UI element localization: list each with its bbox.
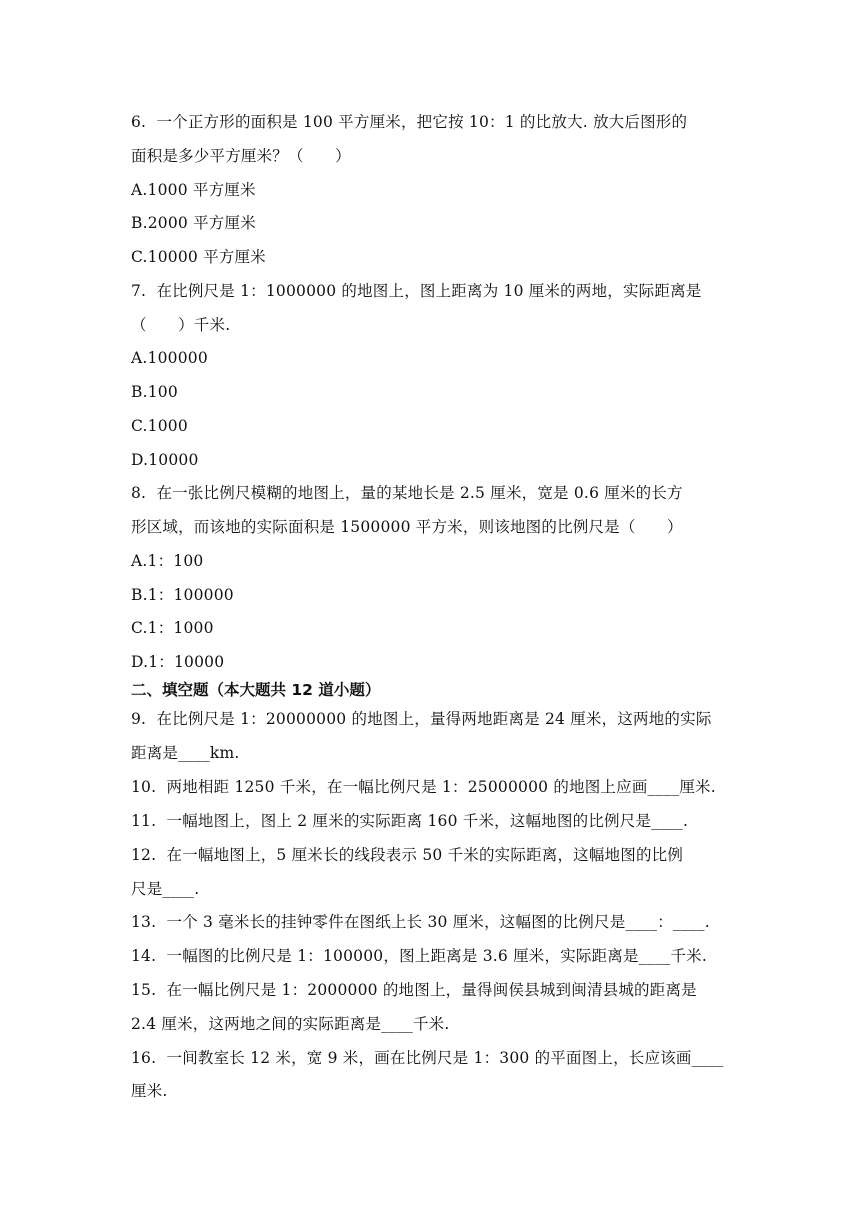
q7-stem-line1: 7. 在比例尺是 1：1000000 的地图上，图上距离为 10 厘米的两地，实际距离是 — [131, 282, 702, 300]
q6-option-a: A.1000 平方厘米 — [131, 181, 256, 199]
q9-line2: 距离是____km. — [131, 744, 240, 762]
q8-option-c: C.1：1000 — [131, 619, 214, 637]
q11-line: 11. 一幅地图上，图上 2 厘米的实际距离 160 千米，这幅地图的比例尺是____. — [131, 812, 689, 830]
q6-stem-line1: 6. 一个正方形的面积是 100 平方厘米，把它按 10：1 的比放大. 放大后图形的 — [131, 113, 688, 131]
q10-line: 10. 两地相距 1250 千米，在一幅比例尺是 1：25000000 的地图上应画____厘米. — [131, 778, 716, 796]
q7-option-c: C.1000 — [131, 417, 188, 435]
q7-option-d: D.10000 — [131, 451, 199, 469]
q12-line1: 12. 在一幅地图上，5 厘米长的线段表示 50 千米的实际距离，这幅地图的比例 — [131, 846, 684, 864]
q6-stem-line2: 面积是多少平方厘米？（ ） — [131, 147, 351, 165]
q15-line1: 15. 在一幅比例尺是 1：2000000 的地图上，量得闽侯县城到闽清县城的距离是 — [131, 981, 697, 999]
q6-option-b: B.2000 平方厘米 — [131, 214, 256, 232]
q7-option-a: A.100000 — [131, 349, 208, 367]
q8-stem-line1: 8. 在一张比例尺模糊的地图上，量的某地长是 2.5 厘米，宽是 0.6 厘米的长方 — [131, 484, 683, 502]
q8-option-d: D.1：10000 — [131, 653, 225, 671]
q6-option-c: C.10000 平方厘米 — [131, 248, 266, 266]
q7-option-b: B.100 — [131, 383, 178, 401]
q16-line1: 16. 一间教室长 12 米，宽 9 米，画在比例尺是 1：300 的平面图上，长应该画____ — [131, 1049, 724, 1067]
q15-line2: 2.4 厘米，这两地之间的实际距离是____千米. — [131, 1015, 450, 1033]
q8-stem-line2: 形区域，而该地的实际面积是 1500000 平方米，则该地图的比例尺是（ ） — [131, 518, 683, 536]
q7-stem-line2: （ ）千米. — [131, 316, 231, 334]
q16-line2: 厘米. — [131, 1082, 168, 1100]
q9-line1: 9. 在比例尺是 1：20000000 的地图上，量得两地距离是 24 厘米，这两地的实际 — [131, 710, 712, 728]
q8-option-b: B.1：100000 — [131, 586, 234, 604]
q8-option-a: A.1：100 — [131, 552, 204, 570]
q12-line2: 尺是____. — [131, 880, 200, 898]
q14-line: 14. 一幅图的比例尺是 1：100000，图上距离是 3.6 厘米，实际距离是____千米. — [131, 947, 707, 965]
q13-line: 13. 一个 3 毫米长的挂钟零件在图纸上长 30 厘米，这幅图的比例尺是____：____. — [131, 913, 710, 931]
section-heading-fill-in: 二、填空题（本大题共 12 道小题） — [131, 681, 381, 699]
